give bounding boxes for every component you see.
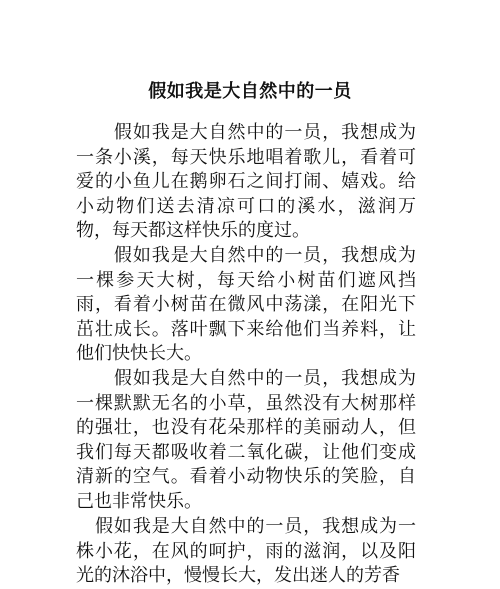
- paragraph-flower: 假如我是大自然中的一员，我想成为一株小花，在风的呵护，雨的滋润，以及阳光的沐浴中，慢慢长大，发出迷人的芳香: [76, 516, 416, 586]
- paragraph-tree: 假如我是大自然中的一员，我想成为一棵参天大树，每天给小树苗们遮风挡雨，看着小树苗在微风中荡漾，在阳光下茁壮成长。落叶飘下来给他们当养料，让他们快快长大。: [76, 245, 416, 364]
- document-title: 假如我是大自然中的一员: [148, 81, 352, 102]
- paragraph-grass: 假如我是大自然中的一员，我想成为一棵默默无名的小草，虽然没有大树那样的强壮，也没有花朵那样的美丽动人，但我们每天都吸收着二氧化碳，让他们变成清新的空气。看着小动物快乐的笑脸，自己也非常快乐。: [76, 368, 416, 512]
- paragraph-stream: 假如我是大自然中的一员，我想成为一条小溪，每天快乐地唱着歌儿，看着可爱的小鱼儿在鹅卵石之间打闹、嬉戏。给小动物们送去清凉可口的溪水，滋润万物，每天都这样快乐的度过。: [76, 122, 416, 241]
